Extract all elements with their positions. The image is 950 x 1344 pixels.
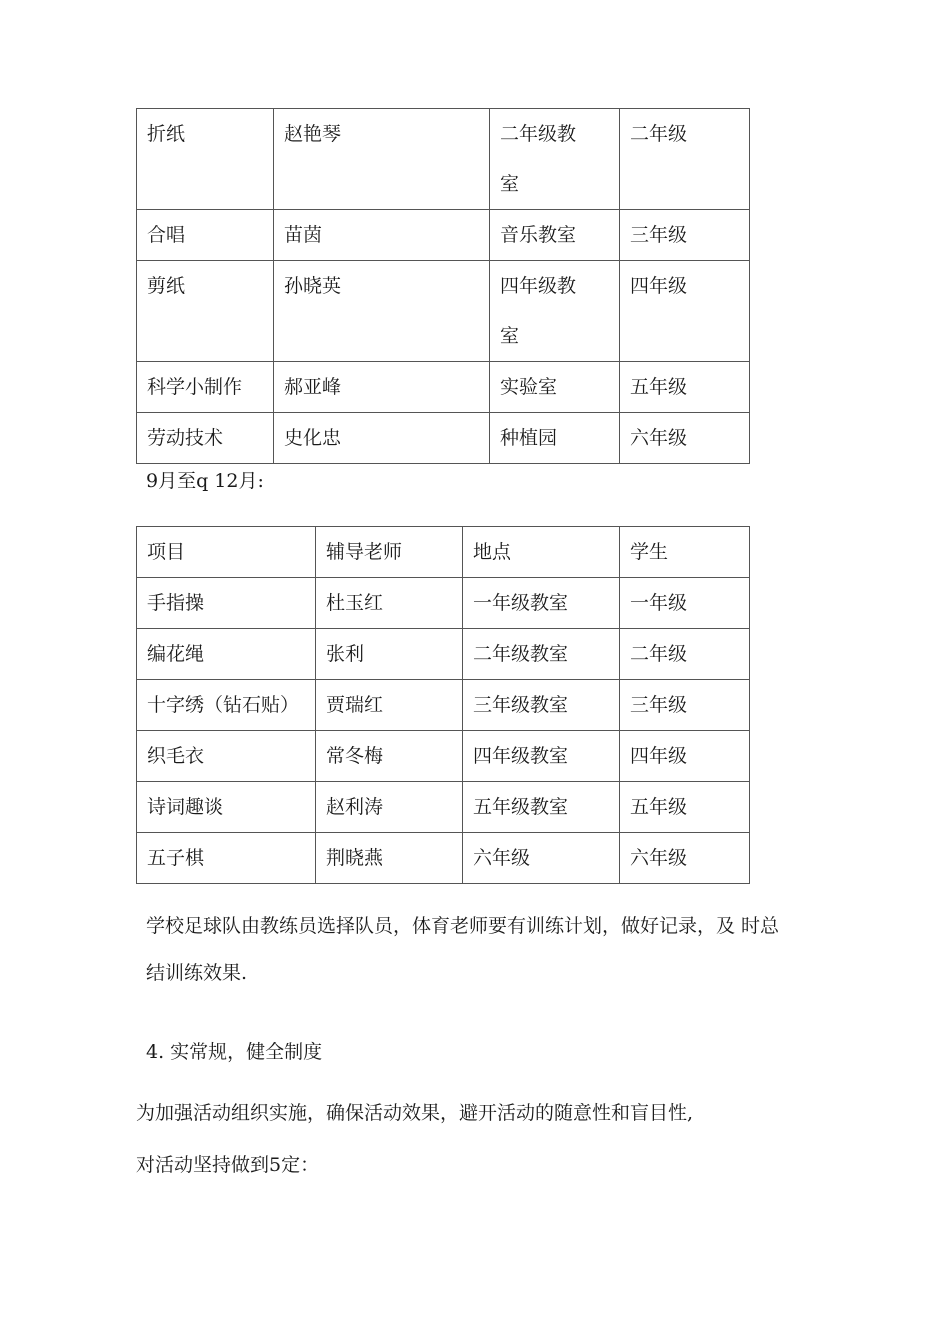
table-row bbox=[137, 261, 750, 362]
table-cell: 二年级教室 bbox=[463, 629, 620, 680]
paragraph-line: 为加强活动组织实施，确保活动效果，避开活动的随意性和盲目性, bbox=[136, 1102, 694, 1124]
table-cell: 诗词趣谈 bbox=[137, 782, 316, 833]
section-label: 9月至q 12月: bbox=[146, 470, 264, 492]
table-cell: 三年级 bbox=[620, 210, 750, 261]
table-cell: 五子棋 bbox=[137, 833, 316, 884]
table-cell: 孙晓英 bbox=[274, 261, 490, 362]
table-cell: 六年级 bbox=[463, 833, 620, 884]
table-cell: 郝亚峰 bbox=[274, 362, 490, 413]
table-cell: 杜玉红 bbox=[316, 578, 463, 629]
table-cell: 二年级教室 bbox=[490, 109, 620, 210]
table-header-cell: 辅导老师 bbox=[316, 527, 463, 578]
table-cell: 一年级教室 bbox=[463, 578, 620, 629]
table-cell: 种植园 bbox=[490, 413, 620, 464]
table-header-cell: 地点 bbox=[463, 527, 620, 578]
table-cell: 二年级 bbox=[620, 109, 750, 210]
table-cell: 织毛衣 bbox=[137, 731, 316, 782]
table-row bbox=[137, 782, 750, 833]
paragraph-line: 学校足球队由教练员选择队员，体育老师要有训练计划，做好记录，及 时总 bbox=[146, 915, 780, 937]
table-cell: 赵艳琴 bbox=[274, 109, 490, 210]
table-cell: 四年级教室 bbox=[490, 261, 620, 362]
table-cell: 五年级 bbox=[620, 782, 750, 833]
activity-table-2 bbox=[136, 526, 750, 884]
table-cell: 苗茵 bbox=[274, 210, 490, 261]
table-cell: 四年级教室 bbox=[463, 731, 620, 782]
table-cell: 常冬梅 bbox=[316, 731, 463, 782]
table-row bbox=[137, 680, 750, 731]
table-cell: 折纸 bbox=[137, 109, 274, 210]
table-row bbox=[137, 210, 750, 261]
table-cell: 贾瑞红 bbox=[316, 680, 463, 731]
table-cell: 五年级 bbox=[620, 362, 750, 413]
table-cell: 手指操 bbox=[137, 578, 316, 629]
table-row bbox=[137, 833, 750, 884]
table-row bbox=[137, 731, 750, 782]
paragraph-line: 对活动坚持做到5定： bbox=[136, 1154, 320, 1176]
activity-table-1 bbox=[136, 108, 750, 464]
table-header-cell: 学生 bbox=[620, 527, 750, 578]
table-cell: 二年级 bbox=[620, 629, 750, 680]
table-header-cell: 项目 bbox=[137, 527, 316, 578]
table-cell: 史化忠 bbox=[274, 413, 490, 464]
section-heading: 4. 实常规，健全制度 bbox=[146, 1041, 323, 1063]
table-cell: 四年级 bbox=[620, 261, 750, 362]
table-cell: 五年级教室 bbox=[463, 782, 620, 833]
table-cell: 六年级 bbox=[620, 413, 750, 464]
table-cell: 三年级 bbox=[620, 680, 750, 731]
paragraph-line: 结训练效果. bbox=[146, 962, 248, 984]
table-cell: 四年级 bbox=[620, 731, 750, 782]
table-cell: 十字绣（钻石贴） bbox=[137, 680, 316, 731]
table-cell: 合唱 bbox=[137, 210, 274, 261]
table-cell: 音乐教室 bbox=[490, 210, 620, 261]
table-cell: 剪纸 bbox=[137, 261, 274, 362]
table-cell: 一年级 bbox=[620, 578, 750, 629]
table-row bbox=[137, 629, 750, 680]
table-cell: 科学小制作 bbox=[137, 362, 274, 413]
table-row bbox=[137, 413, 750, 464]
table-row bbox=[137, 109, 750, 210]
table-cell: 赵利涛 bbox=[316, 782, 463, 833]
table-row bbox=[137, 362, 750, 413]
table-cell: 实验室 bbox=[490, 362, 620, 413]
table-cell: 三年级教室 bbox=[463, 680, 620, 731]
table-row bbox=[137, 578, 750, 629]
table-header-row bbox=[137, 527, 750, 578]
table-cell: 六年级 bbox=[620, 833, 750, 884]
table-cell: 荆晓燕 bbox=[316, 833, 463, 884]
table-cell: 劳动技术 bbox=[137, 413, 274, 464]
table-cell: 张利 bbox=[316, 629, 463, 680]
table-cell: 编花绳 bbox=[137, 629, 316, 680]
